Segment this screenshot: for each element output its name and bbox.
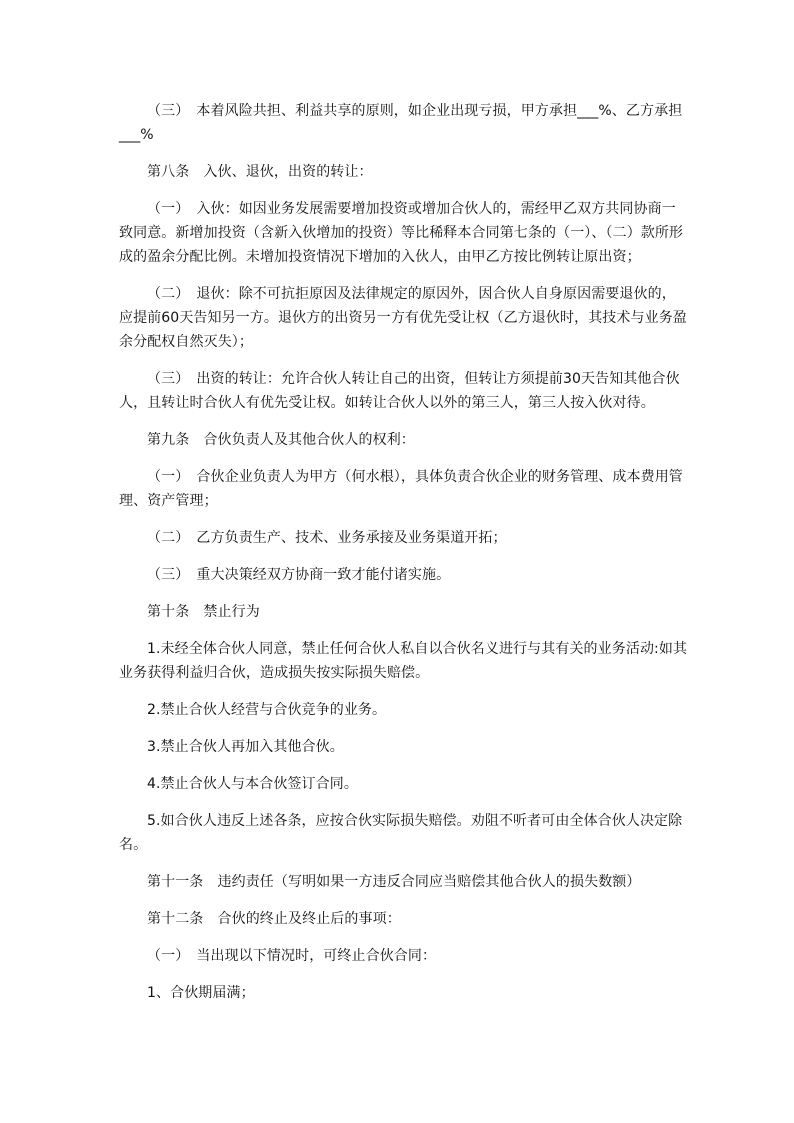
clause-12-1-item-1: 1、合伙期届满； — [147, 985, 255, 1001]
clause-7-3-loss-sharing: （三） 本着风险共担、利益共享的原则，如企业出现亏损，甲方承担___%、乙方承担___% — [119, 103, 683, 143]
clause-12-1: （一） 当出现以下情况时，可终止合伙合同： — [147, 948, 437, 964]
clause-9-3: （三） 重大决策经双方协商一致才能付诸实施。 — [147, 567, 451, 583]
prohibition-4: 4.禁止合伙人与本合伙签订合同。 — [147, 776, 358, 792]
article-11-heading: 第十一条 违约责任（写明如果一方违反合同应当赔偿其他合伙人的损失数额） — [147, 874, 641, 890]
prohibition-1: 1.未经全体合伙人同意，禁止任何合伙人私自以合伙名义进行与其有关的业务活动:如其业务获得利益归合伙，造成损失按实际损失赔偿。 — [119, 641, 688, 681]
clause-8-1-joining: （一） 入伙：如因业务发展需要增加投资或增加合伙人的，需经甲乙双方共同协商一致同意。新增加投资（含新入伙增加的投资）等比稀释本合同第七条的（一）、（二）款所形成的盈余分配比例。未增加投资情况下增加的入伙人，由甲乙方按比例转让原出资； — [119, 201, 684, 265]
article-12-heading: 第十二条 合伙的终止及终止后的事项： — [147, 911, 401, 927]
clause-9-2: （二） 乙方负责生产、技术、业务承接及业务渠道开拓； — [147, 530, 507, 546]
prohibition-3: 3.禁止合伙人再加入其他合伙。 — [147, 739, 344, 755]
clause-8-2-withdrawal: （二） 退伙：除不可抗拒原因及法律规定的原因外，因合伙人自身原因需要退伙的，应提前60天告知另一方。退伙方的出资另一方有优先受让权（乙方退伙时，其技术与业务盈余分配权自然灭失）； — [119, 286, 687, 350]
document-body — [119, 99, 689, 1016]
clause-8-3-transfer: （三） 出资的转让：允许合伙人转让自己的出资，但转让方须提前30天告知其他合伙人，且转让时合伙人有优先受让权。如转让合伙人以外的第三人，第三人按入伙对待。 — [119, 371, 680, 411]
prohibition-2: 2.禁止合伙人经营与合伙竞争的业务。 — [147, 702, 387, 718]
article-9-heading: 第九条 合伙负责人及其他合伙人的权利： — [147, 432, 415, 448]
article-8-heading: 第八条 入伙、退伙，出资的转让： — [147, 164, 373, 180]
article-10-heading: 第十条 禁止行为 — [147, 604, 260, 620]
prohibition-5: 5.如合伙人违反上述各条，应按合伙实际损失赔偿。劝阻不听者可由全体合伙人决定除名。 — [119, 813, 683, 853]
clause-9-1: （一） 合伙企业负责人为甲方（何水根），具体负责合伙企业的财务管理、成本费用管理、资产管理； — [119, 469, 683, 509]
